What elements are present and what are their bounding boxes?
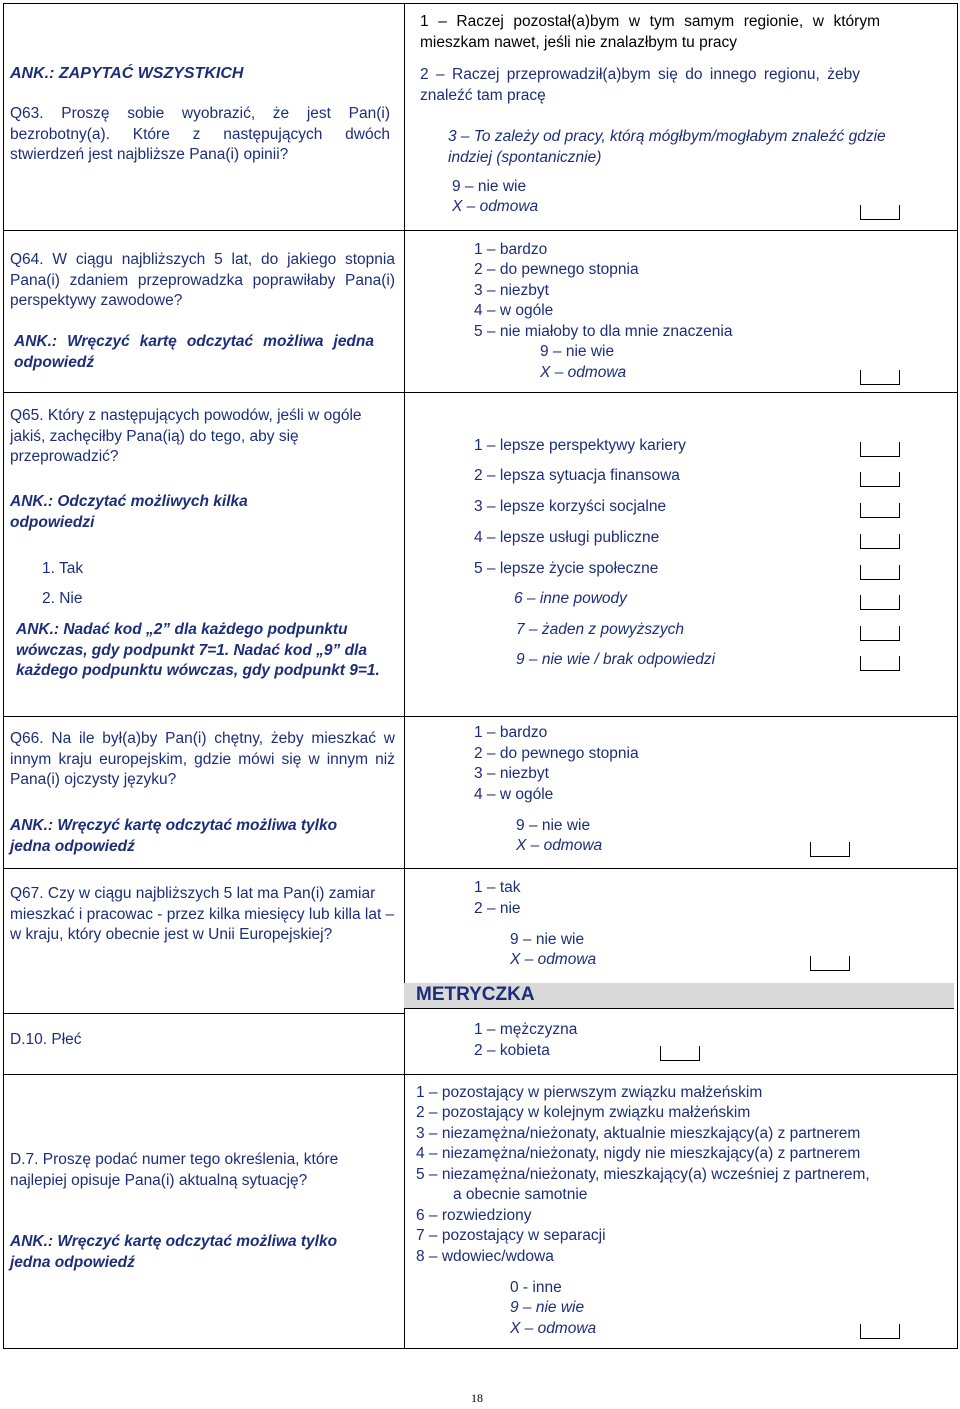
q67-option-x: X – odmowa [510,951,597,968]
q64-question: Q64. W ciągu najbliższych 5 lat, do jakiego stopnia Pana(i) zdaniem przeprowadzka poprawiłaby Pana(i) perspektywy zawodowe? [10,251,395,309]
q64-option-2: 2 – do pewnego stopnia [474,261,639,278]
answer-blank[interactable] [860,442,900,457]
q64-option-x: X – odmowa [540,364,627,381]
d7-option-4: 4 – niezamężna/nieżonaty, nigdy nie mieszkający(a) z partnerem [416,1145,861,1162]
q65-option-4: 4 – lepsze usługi publiczne [474,529,660,546]
q67-question: Q67. Czy w ciągu najbliższych 5 lat ma Pan(i) zamiar mieszkać i pracowac - przez kilka miesięcy lub killa lat – w kraju, który obecnie jest w Unii Europejskiej? [10,885,395,943]
q64-option-5: 5 – nie miałoby to dla mnie znaczenia [474,323,733,340]
row-divider [4,868,957,869]
q64-option-3: 3 – niezbyt [474,282,549,299]
q66-question: Q66. Na ile był(a)by Pan(i) chętny, żeby mieszkać w innym kraju europejskim, gdzie mówi się w innym niż Pana(i) ojczysty języku? [10,730,395,788]
q63-option-9: 9 – nie wie [452,178,527,195]
d7-instruction: ANK.: Wręczyć kartę odczytać możliwa tylko jedna odpowiedź [10,1233,338,1271]
d7-option-3: 3 – niezamężna/nieżonaty, aktualnie mieszkający(a) z partnerem [416,1125,861,1142]
q65-coding-note: ANK.: Nadać kod „2” dla każdego podpunktu wówczas, gdy podpunkt 7=1. Nadać kod „9” dla każdego podpunktu wówczas, gdy podpunkt 9=1. [16,621,380,679]
answer-blank[interactable] [860,565,900,580]
q64-option-9: 9 – nie wie [540,343,615,360]
answer-blank[interactable] [860,534,900,549]
q63-option-x: X – odmowa [452,198,539,215]
d7-option-6: 6 – rozwiedziony [416,1207,532,1224]
section-header [404,983,954,1009]
answer-blank[interactable] [860,205,900,220]
answer-blank[interactable] [860,503,900,518]
q65-instruction: ANK.: Odczytać możliwych kilka odpowiedzi [10,493,248,531]
q65-option-7: 7 – żaden z powyższych [516,621,685,638]
d7-option-7: 7 – pozostający w separacji [416,1227,606,1244]
answer-blank[interactable] [860,595,900,610]
row-divider [4,1074,957,1075]
q64-instruction: ANK.: Wręczyć kartę odczytać możliwa jedna odpowiedź [14,333,374,371]
q63-option-3: 3 – To zależy od pracy, którą mógłbym/mogłabym znaleźć gdzie indziej (spontanicznie) [448,128,886,166]
q66-option-4: 4 – w ogóle [474,786,554,803]
q66-option-3: 3 – niezbyt [474,765,549,782]
d7-question: D.7. Proszę podać numer tego określenia, które najlepiej opisuje Pana(i) aktualną sytuację? [10,1151,339,1189]
d10-question: D.10. Płeć [10,1031,82,1048]
q65-option-6: 6 – inne powody [514,590,627,607]
d7-option-0: 0 - inne [510,1279,562,1296]
row-divider [4,230,957,231]
answer-blank[interactable] [810,842,850,857]
d7-option-5-cont: a obecnie samotnie [453,1186,588,1203]
answer-blank[interactable] [810,956,850,971]
answer-blank[interactable] [860,370,900,385]
d7-option-9: 9 – nie wie [510,1299,585,1316]
q63-option-1: 1 – Raczej pozostał(a)bym w tym samym regionie, w którym mieszkam nawet, jeśli nie znalazłbym tu pracy [420,13,880,51]
column-divider [404,4,405,1348]
q64-option-1: 1 – bardzo [474,241,548,258]
q66-option-x: X – odmowa [516,837,603,854]
answer-blank[interactable] [860,626,900,641]
d7-option-2: 2 – pozostający w kolejnym związku małżeńskim [416,1104,751,1121]
page-number: 18 [471,1391,483,1405]
q66-option-1: 1 – bardzo [474,724,548,741]
answer-blank[interactable] [660,1046,700,1061]
answer-blank[interactable] [860,472,900,487]
d7-option-x: X – odmowa [510,1320,597,1337]
q63-question: Q63. Proszę sobie wyobrazić, że jest Pan(i) bezrobotny(a). Które z następujących dwóch stwierdzeń jest najbliższe Pana(i) opinii? [10,105,390,163]
d7-option-8: 8 – wdowiec/wdowa [416,1248,554,1265]
q67-option-1: 1 – tak [474,879,521,896]
q66-option-2: 2 – do pewnego stopnia [474,745,639,762]
q66-option-9: 9 – nie wie [516,817,591,834]
q67-option-9: 9 – nie wie [510,931,585,948]
d10-option-1: 1 – mężczyzna [474,1021,578,1038]
row-divider [4,392,957,393]
row-divider [4,1013,404,1014]
q63-instruction: ANK.: ZAPYTAĆ WSZYSTKICH [10,65,244,82]
q65-question: Q65. Który z następujących powodów, jeśli w ogóle jakiś, zachęciłby Pana(ią) do tego, aby się przeprowadzić? [10,407,362,465]
answer-blank[interactable] [860,656,900,671]
q63-option-2: 2 – Raczej przeprowadził(a)bym się do innego regionu, żeby znaleźć tam pracę [420,66,860,104]
d7-option-1: 1 – pozostający w pierwszym związku małżeńskim [416,1084,763,1101]
q65-code-no: 2. Nie [42,590,83,607]
q65-option-9: 9 – nie wie / brak odpowiedzi [516,651,716,668]
q65-option-1: 1 – lepsze perspektywy kariery [474,437,686,454]
q67-option-2: 2 – nie [474,900,521,917]
q65-code-yes: 1. Tak [42,560,84,577]
q65-option-5: 5 – lepsze życie społeczne [474,560,659,577]
d10-option-2: 2 – kobieta [474,1042,550,1059]
d7-option-5: 5 – niezamężna/nieżonaty, mieszkający(a) wcześniej z partnerem, [416,1166,870,1183]
row-divider [4,716,957,717]
q64-option-4: 4 – w ogóle [474,302,554,319]
q65-option-3: 3 – lepsze korzyści socjalne [474,498,667,515]
q65-option-2: 2 – lepsza sytuacja finansowa [474,467,680,484]
section-title: METRYCZKA [416,984,535,1005]
answer-blank[interactable] [860,1324,900,1339]
q66-instruction: ANK.: Wręczyć kartę odczytać możliwa tylko jedna odpowiedź [10,817,338,855]
